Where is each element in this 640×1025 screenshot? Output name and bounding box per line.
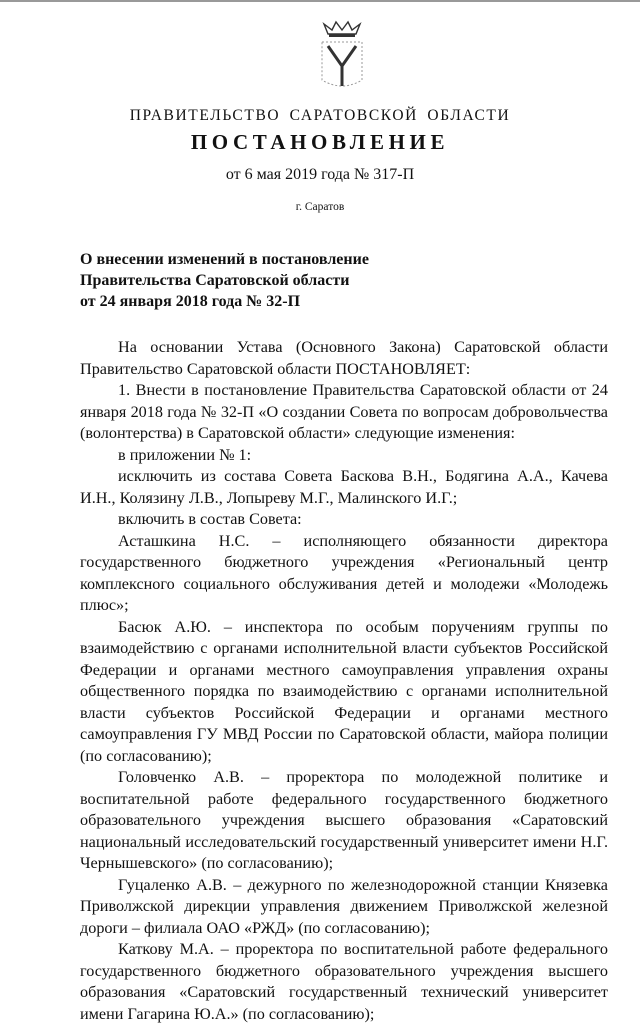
paragraph: Каткову М.А. – проректора по воспитательной работе федерального государственного бюджетного образовательного учреждения высшего образования «Саратовский государственный технический университет имени Гагарина Ю.А.» (по согласованию); <box>80 940 608 1023</box>
coat-of-arms-icon <box>320 20 364 92</box>
paragraph: Басюк А.Ю. – инспектора по особым поручениям группы по взаимодействию с органами исполнительной власти субъектов Российской Федерации и органами местного самоуправления управления охраны общественного порядка по взаимодействию с органами исполнительной власти субъектов Российской Федерации и органами местного самоуправления ГУ МВД России по Саратовской области, майора полиции (по согласованию); <box>80 617 608 765</box>
paragraph: Асташкина Н.С. – исполняющего обязанности директора государственного бюджетного учреждения «Региональный центр комплексного социального обслуживания детей и молодежи «Молодежь плюс»; <box>80 531 608 614</box>
document-city: г. Саратов <box>295 201 345 213</box>
paragraph: включить в состав Совета: <box>118 510 302 528</box>
document-type: ПОСТАНОВЛЕНИЕ <box>190 130 450 154</box>
paragraph: 1. Внести в постановление Правительства Саратовской области от 24 января 2018 года № 32-П «О создании Совета по вопросам добровольчества (волонтерства) в Саратовской области» следующие изменения: <box>80 381 608 442</box>
government-name: ПРАВИТЕЛЬСТВО САРАТОВСКОЙ ОБЛАСТИ <box>129 107 511 124</box>
paragraph: На основании Устава (Основного Закона) Саратовской области Правительство Саратовской области ПОСТАНОВЛЯЕТ: <box>80 338 608 378</box>
subject-line: Правительства Саратовской области <box>80 272 350 289</box>
paragraph: Головченко А.В. – проректора по молодежной политике и воспитательной работе федерального государственного бюджетного образовательного учреждения высшего образования «Саратовский национальный исследовательский государственный университет имени Н.Г. Чернышевского» (по согласованию); <box>80 768 608 872</box>
subject-line: от 24 января 2018 года № 32-П <box>80 293 301 310</box>
scan-edge <box>0 0 640 2</box>
document-body <box>80 337 608 1025</box>
document-subject <box>80 249 369 312</box>
document-date-number: от 6 мая 2019 года № 317-П <box>225 166 415 183</box>
paragraph: Гуцаленко А.В. – дежурного по железнодорожной станции Князевка Приволжской дирекции управления движением Приволжской железной дороги – филиала ОАО «РЖД» (по согласованию); <box>80 875 608 937</box>
subject-line: О внесении изменений в постановление <box>80 251 369 268</box>
paragraph: исключить из состава Совета Баскова В.Н., Бодягина А.А., Качева И.Н., Колязину Л.В., Лопыреву М.Г., Малинского И.Г.; <box>80 467 608 507</box>
paragraph: в приложении № 1: <box>118 445 252 464</box>
